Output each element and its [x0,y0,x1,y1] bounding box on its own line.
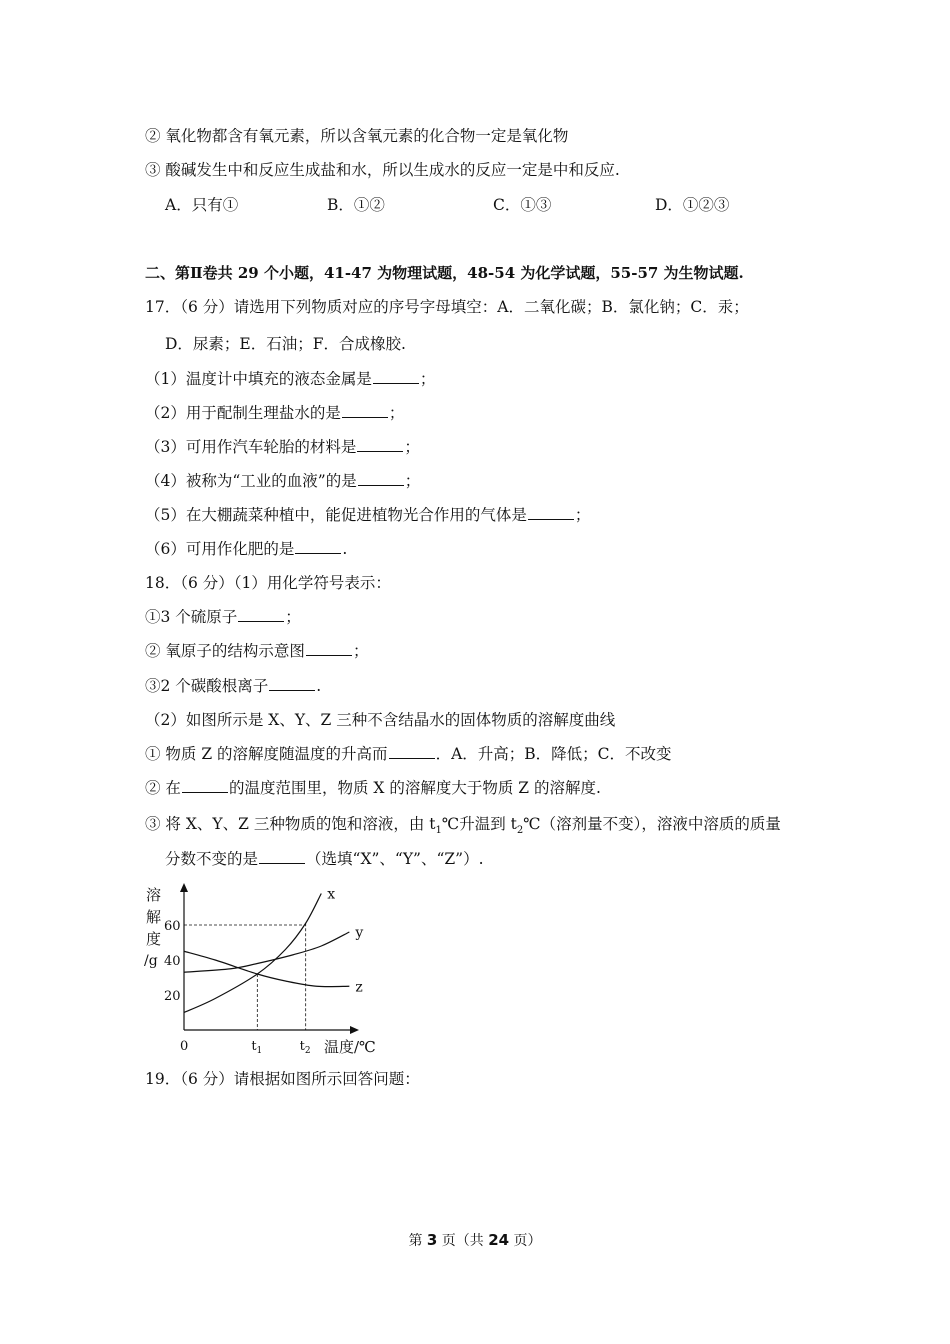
answer-blank[interactable] [357,437,403,452]
ylabel-unit: /g [144,953,158,969]
answer-blank[interactable] [269,676,315,691]
q17-item-5-text: （5）在大棚蔬菜种植中，能促进植物光合作用的气体是 [145,506,527,524]
q16-item-3: ③ 酸碱发生中和反应生成盐和水，所以生成水的反应一定是中和反应. [145,161,620,179]
ytick-label-40: 40 [164,954,181,969]
q17-stem-cont: D．尿素；E．石油；F．合成橡胶. [165,335,406,353]
q18-item-1 [145,607,301,627]
series-label-z: z [355,979,363,996]
q18-p2-item-1 [145,744,672,764]
section-2-header: 二、第Ⅱ卷共 29 个小题，41-47 为物理试题，48-54 为化学试题，55-57 为生物试题. [145,264,744,282]
q17-item-4 [145,471,420,491]
ylabel-char-1: 溶 [146,886,162,904]
q18-part2: （2）如图所示是 X、Y、Z 三种不含结晶水的固体物质的溶解度曲线 [145,711,616,729]
q17-item-6-text: （6）可用作化肥的是 [145,540,295,558]
q18-item-2 [145,641,368,661]
option-b[interactable]: B．①② [327,196,385,214]
q18-p2-item-2-end: 的温度范围里，物质 X 的溶解度大于物质 Z 的溶解度. [228,779,601,797]
q17-item-1-end: ； [419,370,436,388]
ylabel-char-3: 度 [146,930,162,948]
origin-label: 0 [180,1039,189,1054]
q18-item-3-text: ③2 个碳酸根离子 [145,677,269,695]
y-axis-arrow [180,883,188,892]
q17-item-5 [145,505,590,525]
q17-item-2 [145,403,404,423]
q17-item-4-end: ； [404,472,421,490]
ytick-label-60: 60 [164,919,181,934]
q16-item-2: ② 氧化物都含有氧元素，所以含氧元素的化合物一定是氧化物 [145,127,569,145]
q17-item-5-end: ； [574,506,591,524]
xlabel: 温度/℃ [324,1038,376,1056]
q17-item-3-text: （3）可用作汽车轮胎的材料是 [145,438,357,456]
q17-item-2-text: （2）用于配制生理盐水的是 [145,404,341,422]
answer-blank[interactable] [373,369,419,384]
footer-pre: 第 [408,1233,427,1249]
q18-p2-item-2 [145,778,601,798]
page-footer [0,1230,950,1250]
q18-stem: 18．（6 分）（1）用化学符号表示： [145,574,391,592]
q17-item-3 [145,437,420,457]
subscript-1: 1 [435,825,442,837]
option-c[interactable]: C．①③ [493,196,552,214]
answer-blank[interactable] [295,539,341,554]
q18-p2-item-3-cont-text: 分数不变的是 [165,850,259,868]
answer-blank[interactable] [238,607,284,622]
answer-blank[interactable] [342,403,388,418]
q18-item-3-end: . [316,677,322,695]
q18-p2-item-3 [145,814,781,841]
q17-item-6-end: . [342,540,348,558]
q18-item-2-end: ； [352,642,369,660]
answer-blank[interactable] [306,641,352,656]
q18-p2-item-1-choices: ．A．升高；B．降低；C．不改变 [435,745,672,763]
footer-mid: 页（共 [437,1233,489,1249]
q18-p2-item-3-cont [165,849,484,869]
solubility-chart [140,880,400,1060]
q18-item-3 [145,676,321,696]
answer-blank[interactable] [358,471,404,486]
q18-p2-item-3-text-c: ℃（溶剂量不变），溶液中溶质的质量 [523,815,781,833]
x-axis-arrow [350,1026,359,1034]
answer-blank[interactable] [259,849,305,864]
footer-post: 页） [509,1233,542,1249]
q17-item-2-end: ； [388,404,405,422]
answer-blank[interactable] [528,505,574,520]
q17-item-3-end: ； [404,438,420,456]
xtick-label-t2: $t_2$ [299,1039,311,1056]
answer-blank[interactable] [182,778,228,793]
page-number: 3 [426,1231,438,1249]
subscript-2: 2 [516,825,524,837]
page-total: 24 [488,1231,510,1249]
series-label-x: x [327,886,336,903]
q17-item-4-text: （4）被称为“工业的血液”的是 [145,472,357,490]
q18-p2-item-1-text: ① 物质 Z 的溶解度随温度的升高而 [145,745,388,763]
xtick-label-t1: $t_1$ [251,1039,263,1056]
series-label-y: y [355,925,364,941]
ytick-label-20: 20 [164,989,181,1004]
ylabel-char-2: 解 [146,908,162,926]
series-line-z [184,951,349,986]
answer-blank[interactable] [389,744,435,759]
option-d[interactable]: D．①②③ [655,196,730,214]
q18-p2-item-2-text: ② 在 [145,779,181,797]
option-a[interactable]: A．只有① [165,196,239,214]
q17-item-1 [145,369,435,389]
q18-p2-item-3-text-a: ③ 将 X、Y、Z 三种物质的饱和溶液，由 t [145,815,436,833]
q18-item-2-text: ② 氧原子的结构示意图 [145,642,305,660]
q18-item-1-text: ①3 个硫原子 [145,608,238,626]
q17-stem: 17．（6 分）请选用下列物质对应的序号字母填空：A．二氧化碳；B．氯化钠；C．汞； [145,298,749,316]
q19-stem: 19．（6 分）请根据如图所示回答问题： [145,1070,420,1088]
q18-p2-item-3-text-b: ℃升温到 t [441,815,517,833]
q17-item-6 [145,539,347,559]
q17-item-1-text: （1）温度计中填充的液态金属是 [145,370,372,388]
q18-item-1-end: ； [285,608,301,626]
q18-p2-item-3-cont-end: （选填“X”、“Y”、“Z”）. [306,850,484,868]
q16-options [165,195,785,215]
